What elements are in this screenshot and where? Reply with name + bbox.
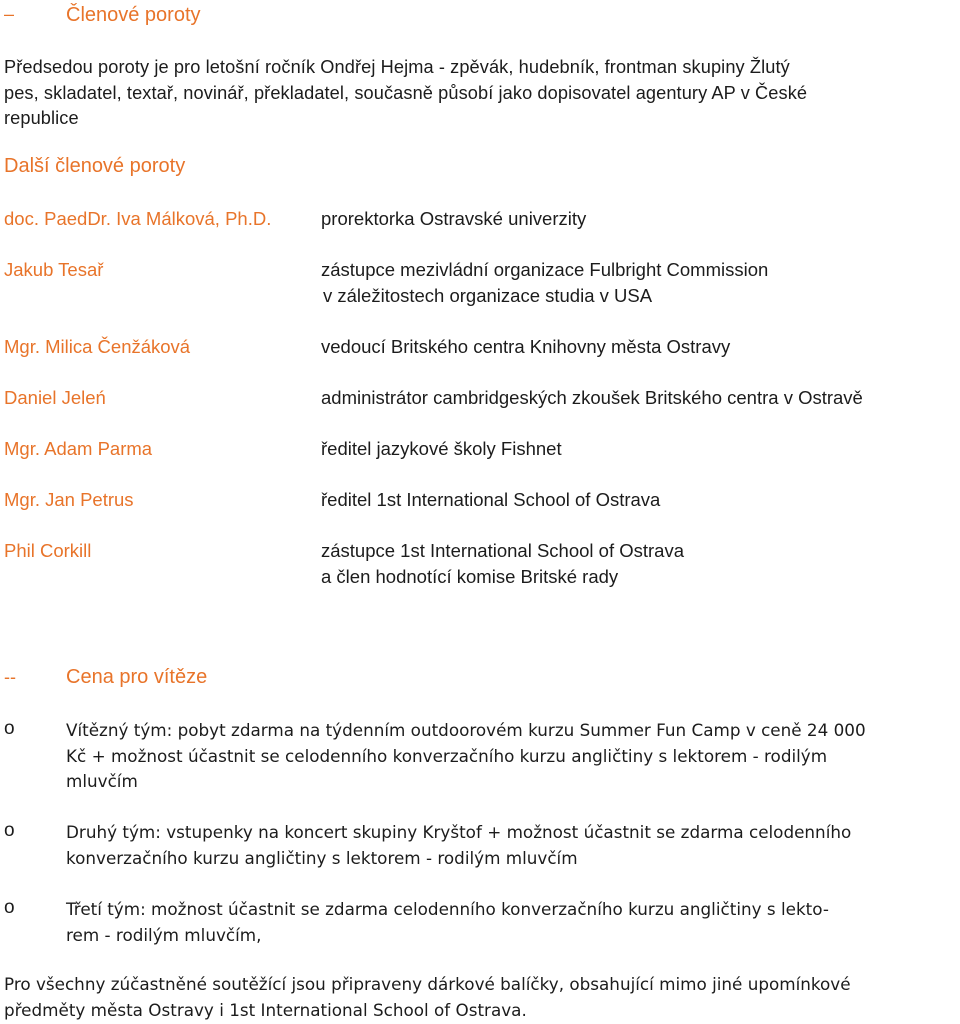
role-line: zástupce mezivládní organizace Fulbright Commission: [321, 259, 769, 280]
intro-line: pes, skladatel, textař, novinář, překladatel, současně působí jako dopisovatel agentury AP v České: [4, 82, 808, 103]
jury-member-name: Daniel Jeleń: [4, 387, 106, 408]
jury-member-name: Mgr. Adam Parma: [4, 438, 153, 459]
role-line: a člen hodnotící komise Britské rady: [321, 565, 619, 587]
footer-line: předměty města Ostravy i 1st International School of Ostrava.: [4, 999, 527, 1020]
jury-member-role: [321, 257, 768, 308]
section-dash-jury: –: [4, 4, 15, 24]
jury-member-role: [321, 206, 586, 232]
bullet-o-icon: o: [4, 820, 15, 841]
prize-line: rem - rodilým mluvčím,: [66, 924, 262, 945]
intro-line: republice: [4, 108, 79, 128]
role-line: ředitel jazykové školy Fishnet: [321, 438, 562, 459]
role-line: prorektorka Ostravské univerzity: [321, 208, 587, 229]
jury-member-role: [321, 385, 863, 411]
jury-member-name: Mgr. Jan Petrus: [4, 489, 134, 510]
other-members-heading: Další členové poroty: [4, 155, 186, 177]
section-title-prize: Cena pro vítěze: [66, 666, 208, 688]
section-title-jury: Členové poroty: [66, 4, 201, 26]
prize-line: Vítězný tým: pobyt zdarma na týdenním outdoorovém kurzu Summer Fun Camp v ceně 24 000: [66, 720, 866, 740]
jury-member-name: Phil Corkill: [4, 540, 92, 561]
prize-item: [66, 897, 960, 948]
bullet-o-icon: o: [4, 897, 15, 918]
role-line: vedoucí Britského centra Knihovny města Ostravy: [321, 336, 731, 357]
jury-member-name: Mgr. Milica Čenžáková: [4, 336, 191, 357]
bullet-o-icon: o: [4, 718, 15, 739]
jury-chair-paragraph: [4, 55, 960, 132]
intro-line: Předsedou poroty je pro letošní ročník Ondřej Hejma - zpěvák, hudebník, frontman skupiny Žlutý: [4, 57, 790, 77]
footer-line: Pro všechny zúčastněné soutěžící jsou připraveny dárkové balíčky, obsahující mimo jiné upomínkové: [4, 974, 851, 994]
prize-item: [66, 718, 960, 795]
jury-member-role: [321, 487, 660, 513]
role-line: ředitel 1st International School of Ostrava: [321, 489, 661, 510]
role-line: zástupce 1st International School of Ostrava: [321, 540, 685, 561]
section-dash-prize: --: [4, 667, 16, 687]
jury-member-role: [321, 334, 730, 360]
prize-item: [66, 820, 960, 871]
prize-line: Třetí tým: možnost účastnit se zdarma celodenního konverzačního kurzu angličtiny s lekto-: [66, 899, 829, 919]
role-line: administrátor cambridgeských zkoušek Britského centra v Ostravě: [321, 387, 863, 408]
prize-line: Druhý tým: vstupenky na koncert skupiny Kryštof + možnost účastnit se zdarma celodenního: [66, 822, 852, 842]
prize-line: Kč + možnost účastnit se celodenního konverzačního kurzu angličtiny s lektorem - rodilým: [66, 745, 828, 766]
jury-member-name: doc. PaedDr. Iva Málková, Ph.D.: [4, 208, 272, 229]
jury-member-role: [321, 538, 684, 589]
prize-line: konverzačního kurzu angličtiny s lektorem - rodilým mluvčím: [66, 847, 578, 868]
gift-packages-note: [4, 972, 851, 1023]
prize-line: mluvčím: [66, 771, 138, 791]
jury-member-name: Jakub Tesař: [4, 259, 104, 280]
jury-member-role: [321, 436, 562, 462]
role-line: v záležitostech organizace studia v USA: [323, 284, 653, 306]
